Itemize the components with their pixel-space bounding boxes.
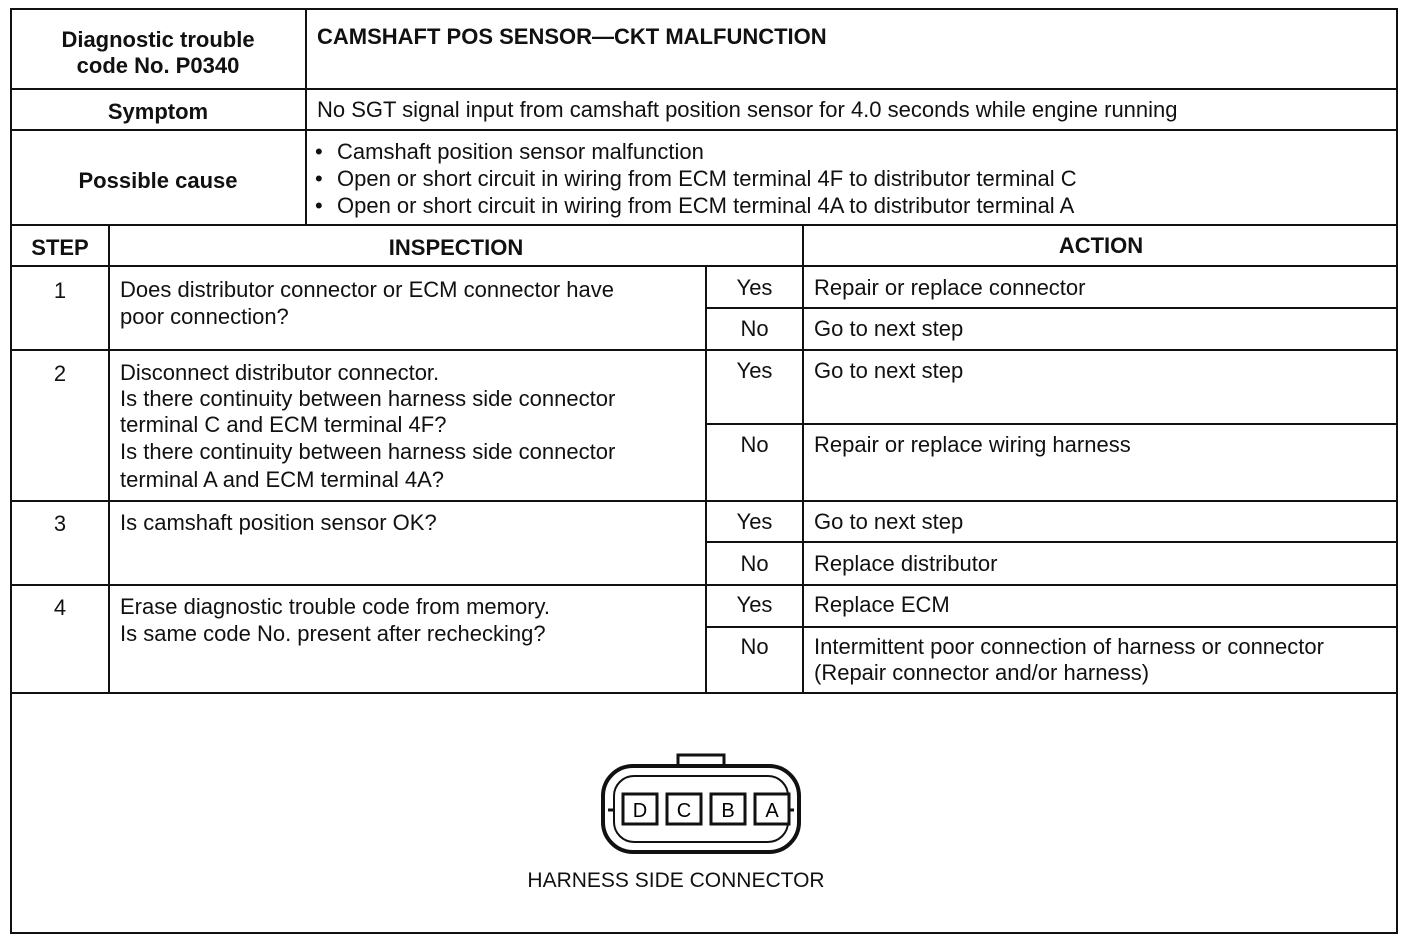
rule-cause	[10, 224, 1398, 226]
pin-label: B	[721, 800, 735, 822]
rule-step1-mid	[705, 307, 1398, 309]
rule-step-col	[108, 224, 110, 694]
inspection-line: Disconnect distributor connector.	[120, 360, 440, 385]
rule-step3-mid	[705, 541, 1398, 543]
cause-item-text: Open or short circuit in wiring from ECM terminal 4F to distributor terminal C	[337, 166, 1077, 191]
no-action: (Repair connector and/or harness)	[814, 660, 1150, 685]
no-action: Go to next step	[814, 316, 964, 341]
rule-step3	[10, 584, 1398, 586]
inspection-line: terminal C and ECM terminal 4F?	[120, 412, 447, 437]
code-label-line1: Diagnostic trouble	[61, 27, 255, 52]
pin-label: A	[765, 800, 779, 822]
step-number: 4	[53, 595, 67, 620]
yes-label: Yes	[736, 275, 773, 300]
step-number: 1	[53, 278, 67, 303]
no-action: Intermittent poor connection of harness or connector	[814, 634, 1324, 659]
rule-table-end	[10, 692, 1398, 694]
cause-item-text: Open or short circuit in wiring from ECM terminal 4A to distributor terminal A	[337, 193, 1075, 218]
rule-header	[10, 88, 1398, 90]
rule-step1	[10, 349, 1398, 351]
rule-step2-mid	[705, 423, 1398, 425]
symptom-text: No SGT signal input from camshaft position sensor for 4.0 seconds while engine running	[317, 97, 1178, 122]
code-label-line2: code No. P0340	[76, 53, 240, 78]
bullet-icon: •	[315, 139, 323, 164]
cause-item-text: Camshaft position sensor malfunction	[337, 139, 704, 164]
step-number: 3	[53, 511, 67, 536]
inspection-line: Is there continuity between harness side connector	[120, 386, 616, 411]
rule-action-col	[802, 224, 804, 694]
rule-step4-mid	[705, 626, 1398, 628]
page-title: CAMSHAFT POS SENSOR—CKT MALFUNCTION	[317, 24, 827, 49]
col-header-inspection: INSPECTION	[388, 235, 524, 260]
yes-action: Repair or replace connector	[814, 275, 1086, 300]
rule-colheaders	[10, 265, 1398, 267]
cause-item	[315, 138, 704, 165]
connector-caption: HARNESS SIDE CONNECTOR	[527, 869, 825, 892]
cause-item	[315, 165, 1077, 192]
no-label: No	[740, 316, 769, 341]
bullet-icon: •	[315, 166, 323, 191]
col-header-action: ACTION	[1058, 233, 1144, 258]
no-label: No	[740, 432, 769, 457]
pin-label: D	[632, 800, 648, 822]
step-number: 2	[53, 361, 67, 386]
inspection-line: Is camshaft position sensor OK?	[120, 510, 437, 535]
yes-label: Yes	[736, 358, 773, 383]
rule-step2	[10, 500, 1398, 502]
yes-label: Yes	[736, 509, 773, 534]
bullet-icon: •	[315, 193, 323, 218]
inspection-line: Does distributor connector or ECM connector have	[120, 277, 615, 302]
inspection-line: Erase diagnostic trouble code from memory.	[120, 594, 550, 619]
col-header-step: STEP	[31, 235, 89, 260]
yes-action: Go to next step	[814, 509, 964, 534]
yes-label: Yes	[736, 592, 773, 617]
inspection-line: terminal A and ECM terminal 4A?	[120, 467, 445, 492]
yes-action: Replace ECM	[814, 592, 950, 617]
no-label: No	[740, 551, 769, 576]
yes-action: Go to next step	[814, 358, 964, 383]
no-action: Repair or replace wiring harness	[814, 432, 1131, 457]
rule-symptom	[10, 129, 1398, 131]
cause-item	[315, 192, 1074, 219]
no-action: Replace distributor	[814, 551, 998, 576]
inspection-line: Is same code No. present after rechecking?	[120, 621, 546, 646]
no-label: No	[740, 634, 769, 659]
rule-header-divider	[305, 8, 307, 226]
inspection-line: Is there continuity between harness side connector	[120, 439, 616, 464]
connector-diagram	[598, 752, 804, 862]
cause-label: Possible cause	[78, 168, 238, 193]
inspection-line: poor connection?	[120, 304, 289, 329]
symptom-label: Symptom	[107, 99, 209, 124]
pin-label: C	[676, 800, 692, 822]
